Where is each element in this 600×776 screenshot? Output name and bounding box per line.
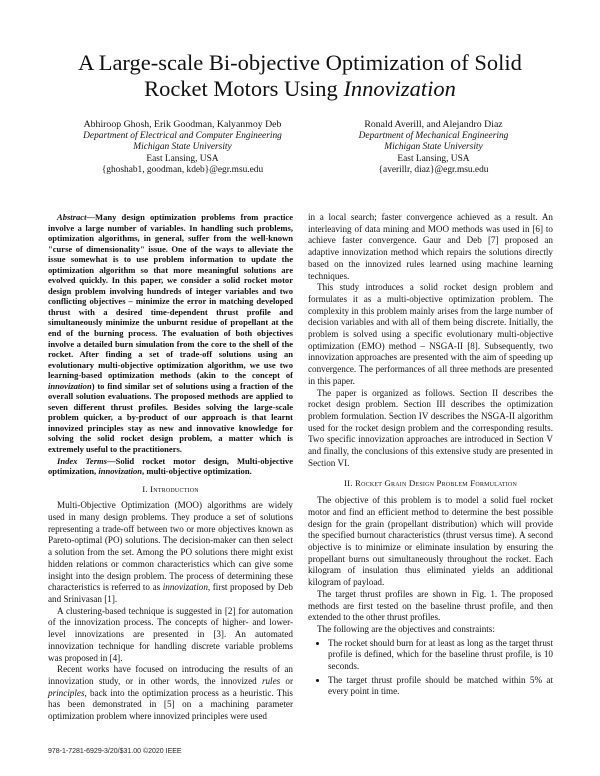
title-line-2-italic: Innovization [343,76,456,101]
objectives-list [308,638,553,699]
paragraph-italic: principles [48,687,85,698]
intro-paragraph-4: This study introduces a solid rocket design problem and formulates it as a multi-objective optimization problem. The complexity in this problem mainly arises from the large number of decision variables and with all of them being discrete. Initially, the problem is solved using a specific evolutionary multi-objective optimization (EMO) method – NSGA-II [8]. Subsequently, two innovization approaches are presented with the aim of speeding up convergence. The performances of all three methods are presented in this paper. [308,282,553,386]
author-university: Michigan State University [384,142,483,153]
section-heading-text: I. Introduction [142,483,199,494]
paper-title [40,50,560,102]
author-city: East Lansing, USA [146,153,219,164]
intro-paragraph-1 [48,500,293,605]
section-heading-rocket-grain [308,478,553,490]
author-city: East Lansing, USA [397,153,470,164]
section-heading-text: II. Rocket Grain Design Problem Formulation [343,478,517,489]
index-terms-label: Index Terms [57,455,108,466]
abstract-label: Abstract [57,212,87,222]
author-block-1 [75,119,290,177]
paragraph-text: or [280,675,293,686]
paragraph-text: , first proposed by Deb and Srinivasan [1]. [48,582,293,604]
section2-paragraph-3: The following are the objectives and constraints: [317,623,495,634]
copyright-footer: 978-1-7281-6929-3/20/$31.00 ©2020 IEEE [48,748,182,755]
index-terms [48,456,293,477]
author-department: Department of Mechanical Engineering [358,130,509,141]
right-column [308,212,553,700]
abstract-text: —Many design optimization problems from practice involve a large number of variables. In handling such problems, optimization algorithms, in general, suffer from the well-known "curse of dimensionality" issue. One of the ways to alleviate the issue somewhat is to use problem information to update the optimization algorithm so that more meaningful solutions are evolved quickly. In this paper, we consider a solid rocket motor design problem involving hundreds of integer variables and two conflicting objectives – minimize the error in matching developed thrust with a desired time-dependent thrust profile and simultaneously minimize the unburnt residue of propellant at the end of the burning process. The evaluation of both objectives involve a detailed burn simulation from the core to the shell of the rocket. After finding a set of trade-off solutions using an evolutionary multi-objective optimization algorithm, we use two learning-based optimization methods (akin to the concept of [48,212,293,381]
paragraph-text: , back into the optimization process as a heuristic. This has been demonstrated in [5] on a machining parameter optimization problem where innovized principles were used [48,687,293,722]
paragraph-italic: rules [261,675,281,686]
abstract-text-2: ) to find similar set of solutions using a fraction of the overall solution evaluations. The proposed methods are applied to seven different thrust profiles. Besides solving the large-scale problem quicker, a by-product of our approach is that learnt innovized principles stay as new and innovative knowledge for solving the solid rocket design problem, a matter which is extremely useful to the practitioners. [48,380,293,455]
author-department: Department of Electrical and Computer Engineering [83,130,282,141]
author-names: Ronald Averill, and Alejandro Diaz [364,119,503,130]
list-item: • The target thrust profile should be matched within 5% at every point in time. [328,675,553,698]
section2-paragraph-1: The objective of this problem is to model a solid fuel rocket motor and find an efficient method to determine the best possible design for the grain (propellant distribution) which will provide the specified burnout characteristics (thrust versus time). A second objective is to minimize or eliminate insulation by ensuring the propellant burns out simultaneously throughout the rocket. Each kilogram of insulation thus eliminated yields an additional kilogram of payload. [308,495,553,588]
intro-paragraph-3-continued: in a local search; faster convergence achieved as a result. An interleaving of data mining and MOO methods was used in [6] to achieve faster convergence. Gaur and Deb [7] proposed an adaptive innovization method which repairs the solutions directly based on the innovized rules learned using machine learning techniques. [308,212,553,281]
index-terms-text: —Solid rocket motor design, Multi-objective optimization, [48,455,293,477]
list-item: • The rocket should burn for at least as long as the target thrust profile is defined, which for the baseline thrust profile, is 10 seconds. [328,638,553,673]
intro-paragraph-5: The paper is organized as follows. Section II describes the rocket design problem. Section III describes the optimization problem formulation. Section IV describes the NSGA-II algorithm used for the rocket design problem and the corresponding results. Two specific innovization approaches are introduced in Section V and finally, the conclusions of this extensive study are presented in Section VI. [308,387,553,468]
title-line-2 [40,76,560,102]
author-block-2 [326,119,541,177]
index-terms-italic: innovization [98,466,143,477]
index-terms-text-2: , multi-objective optimization. [142,466,252,477]
section-heading-introduction [48,484,293,496]
paragraph-italic: innovization [162,582,208,593]
title-line-1: A Large-scale Bi-objective Optimization of Solid [78,50,522,75]
left-column [48,212,293,723]
section2-paragraph-2: The target thrust profiles are shown in Fig. 1. The proposed methods are first tested on the baseline thrust profile, and then extended to the other thrust profiles. [308,588,553,623]
author-email: {ghoshab1, goodman, kdeb}@egr.msu.edu [101,165,264,176]
abstract [48,212,293,455]
title-line-2-prefix: Rocket Motors Using [144,76,344,101]
intro-paragraph-3 [48,664,293,723]
paragraph-text: Recent works have focused on introducing the results of an innovization study, or in other words, the innovized [48,664,293,686]
author-university: Michigan State University [133,142,232,153]
abstract-italic: innovization [48,380,92,391]
author-names: Abhiroop Ghosh, Erik Goodman, Kalyanmoy Deb [83,119,282,130]
intro-paragraph-2: A clustering-based technique is suggested in [2] for automation of the innovization process. The concepts of higher- and lower-level innovizations are presented in [3]. An automated innovization technique for handling discrete variable problems was proposed in [4]. [48,605,293,663]
author-email: {averillr, diaz}@egr.msu.edu [378,165,489,176]
paragraph-text: Multi-Objective Optimization (MOO) algorithms are widely used in many design problems. They produce a set of solutions representing a trade-off between two or more objectives known as Pareto-optimal (PO) solutions. The decision-maker can then select a solution from the set. Among the PO solutions there might exist hidden relations or common characteristics which can give some insight into the design problem. The process of determining these characteristics is referred to as [48,500,293,593]
